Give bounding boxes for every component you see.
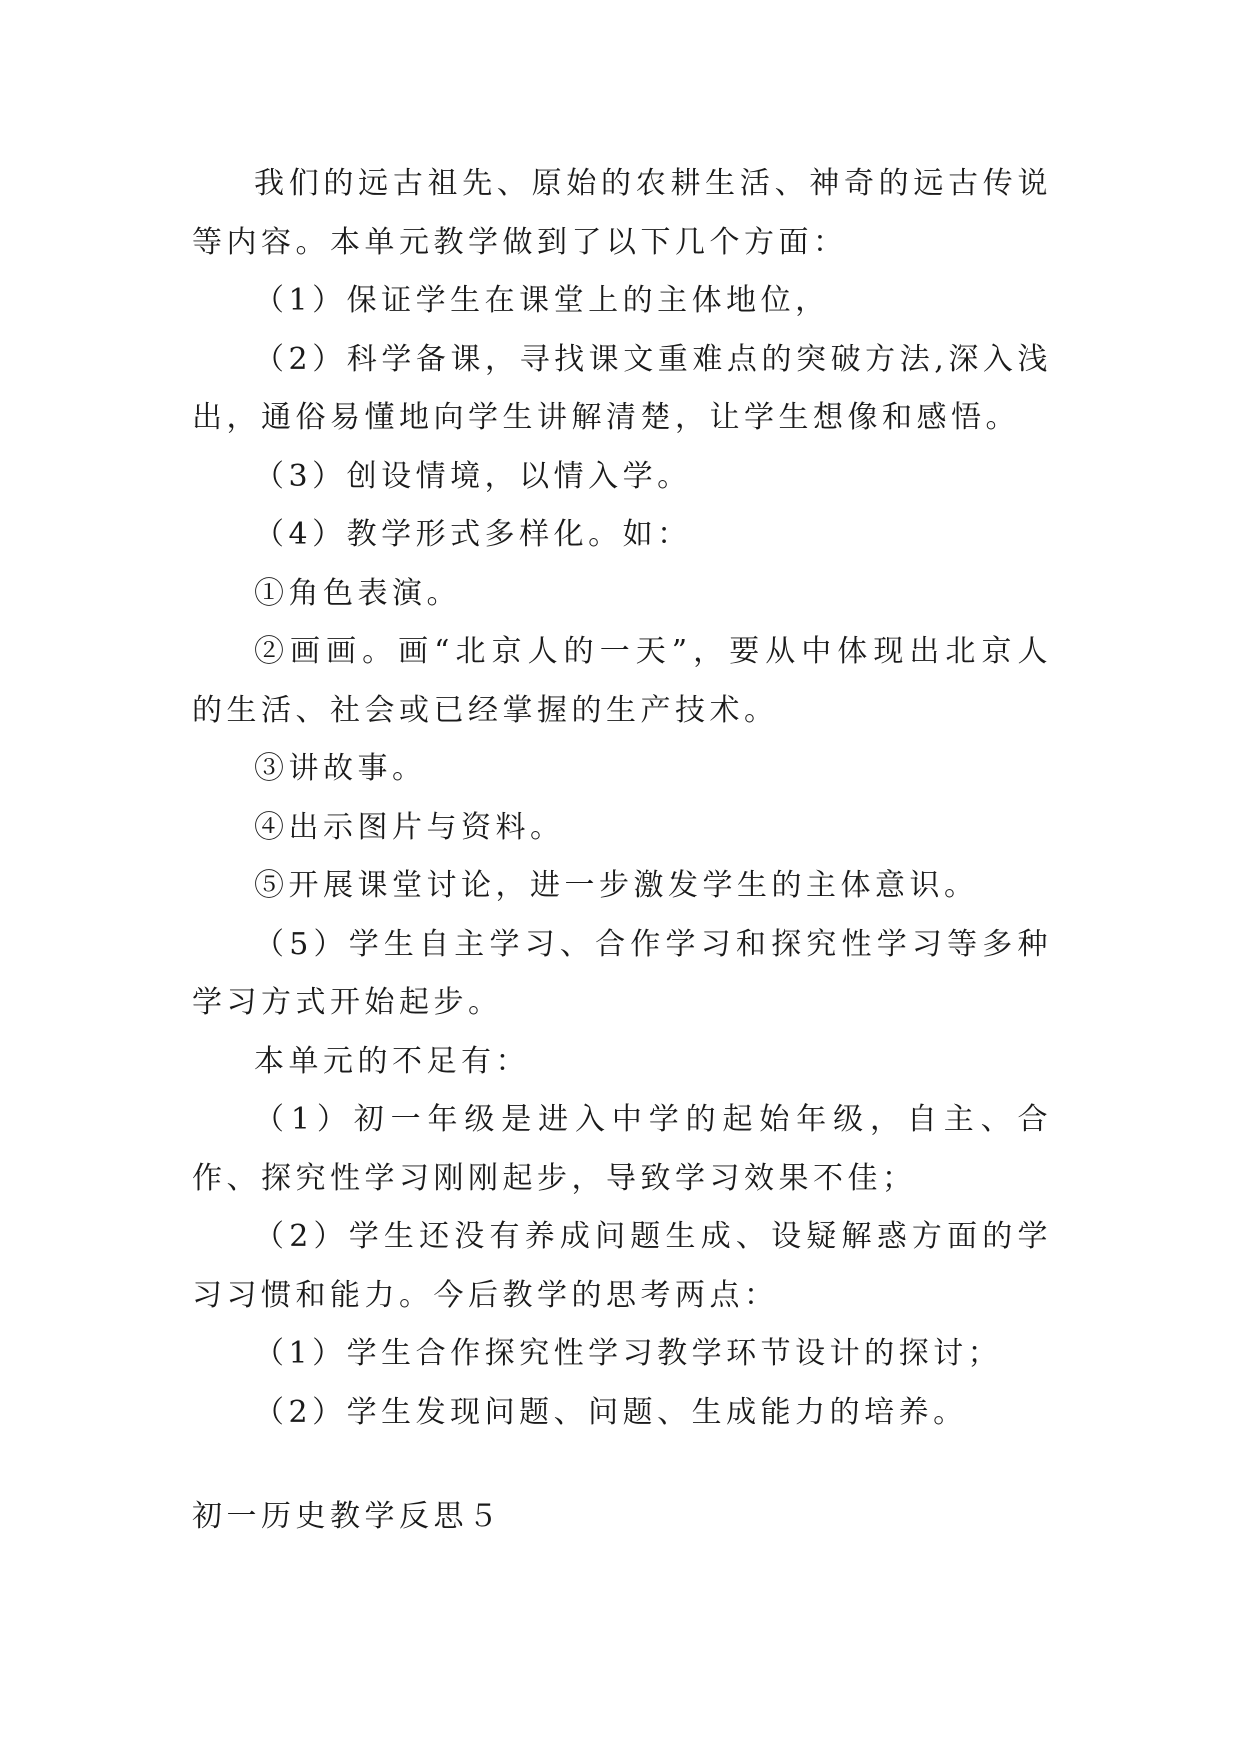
paragraph-shortcoming-2: （2）学生还没有养成问题生成、设疑解惑方面的学习习惯和能力。今后教学的思考两点： (192, 1219, 1052, 1313)
paragraph-point-2: （2）科学备课，寻找课文重难点的突破方法,深入浅出，通俗易懂地向学生讲解清楚，让学生想像和感悟。 (192, 341, 1052, 435)
paragraph-point-5: （5）学生自主学习、合作学习和探究性学习等多种学习方式开始起步。 (192, 926, 1052, 1020)
section-heading: 初一历史教学反思５ (192, 1499, 503, 1534)
paragraph-subitem-2: ②画画。画“北京人的一天”，要从中体现出北京人的生活、社会或已经掌握的生产技术。 (192, 634, 1052, 728)
paragraph-reflection-2: （2）学生发现问题、问题、生成能力的培养。 (254, 1394, 968, 1430)
paragraph-subitem-4: ④出示图片与资料。 (254, 809, 565, 845)
paragraph-subitem-5: ⑤开展课堂讨论，进一步激发学生的主体意识。 (254, 868, 979, 903)
paragraph-point-1: （1）保证学生在课堂上的主体地位， (254, 283, 830, 318)
paragraph-reflection-1: （1）学生合作探究性学习教学环节设计的探讨； (254, 1336, 1003, 1371)
paragraph-subitem-1: ①角色表演。 (254, 575, 461, 611)
paragraph-subitem-3: ③讲故事。 (254, 751, 427, 786)
body-text (192, 155, 1052, 1442)
paragraph-point-4: （4）教学形式多样化。如： (254, 517, 692, 552)
paragraph-shortcomings: 本单元的不足有： (254, 1043, 530, 1079)
paragraph-intro: 我们的远古祖先、原始的农耕生活、神奇的远古传说等内容。本单元教学做到了以下几个方面： (192, 166, 1052, 260)
paragraph-shortcoming-1: （1）初一年级是进入中学的起始年级，自主、合作、探究性学习刚刚起步，导致学习效果不佳； (192, 1102, 1052, 1196)
paragraph-point-3: （3）创设情境，以情入学。 (254, 458, 692, 494)
